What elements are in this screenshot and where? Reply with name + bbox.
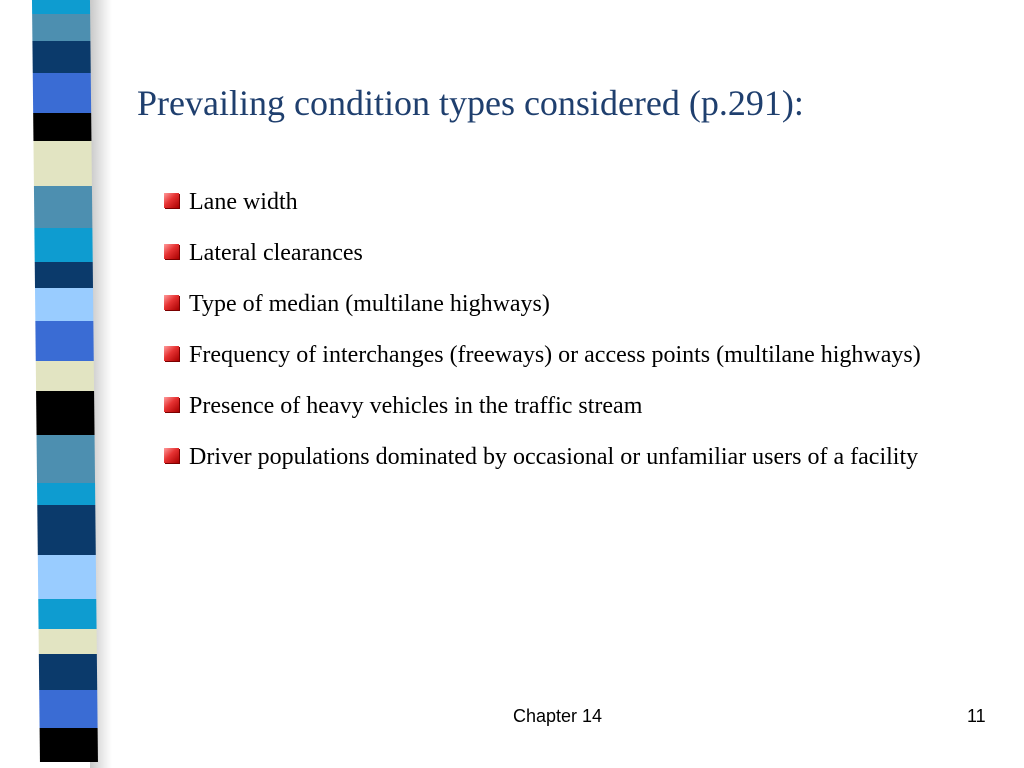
stripe-band [32,0,90,14]
bullet-item [164,185,954,219]
red-square-bullet-icon [164,448,179,463]
stripe-band [37,435,96,483]
bullet-item [164,236,954,270]
stripe-band [33,141,91,186]
stripe-band [38,599,96,629]
slide-title: Prevailing condition types considered (p.291): [137,83,804,123]
stripe-band [33,113,91,141]
stripe-band [32,14,90,41]
stripe-band [36,391,94,435]
stripe-band [39,654,97,690]
red-square-bullet-icon [164,295,179,310]
bullet-item [164,287,954,321]
stripe-band [36,361,94,391]
stripe-bands [32,0,98,768]
footer-page-number: 11 [967,706,986,726]
bullet-text: Type of median (multilane highways) [189,291,550,317]
bullet-text: Lateral clearances [189,240,363,266]
stripe-band [37,505,96,555]
stripe-band [35,321,93,361]
stripe-band [39,690,97,728]
stripe-band [40,728,98,762]
bullet-item [164,389,954,423]
red-square-bullet-icon [164,346,179,361]
bullet-item [164,338,954,372]
stripe-band [35,262,93,288]
bullet-text: Presence of heavy vehicles in the traffic stream [189,393,643,419]
bullet-text: Frequency of interchanges (freeways) or access points (multilane highways) [189,342,921,368]
red-square-bullet-icon [164,244,179,259]
footer-chapter: Chapter 14 [513,706,603,726]
red-square-bullet-icon [164,397,179,412]
bullet-text: Lane width [189,189,298,215]
stripe-band [35,288,93,321]
stripe-band [39,629,97,654]
red-square-bullet-icon [164,193,179,208]
stripe-band [37,483,95,505]
bullet-list [164,185,954,491]
bullet-text: Driver populations dominated by occasional or unfamiliar users of a facility [189,444,919,470]
decorative-stripe-bar [0,0,110,768]
stripe-band [34,228,92,262]
stripe-band [34,186,92,228]
stripe-band [33,73,91,113]
bullet-item [164,440,954,474]
stripe-band [32,41,90,73]
stripe-band [38,555,96,599]
